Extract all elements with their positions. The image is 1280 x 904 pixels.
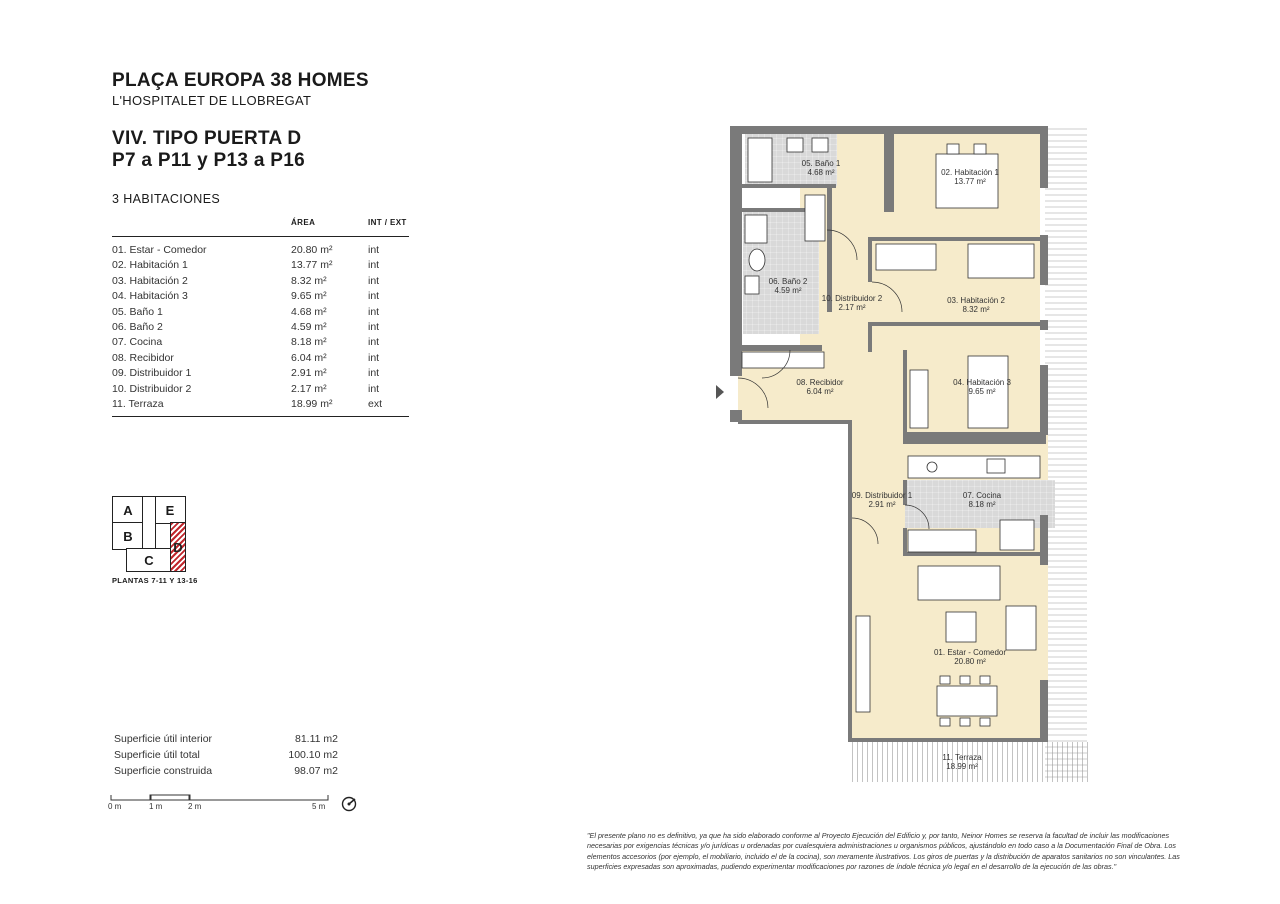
shower-2	[745, 215, 767, 243]
label-hab1: 02. Habitación 1	[941, 168, 999, 177]
surface-label: Superficie construida	[114, 765, 213, 777]
table-row	[112, 352, 409, 367]
room-area: 8.32 m²	[291, 274, 327, 287]
tv-unit	[856, 616, 870, 712]
room-area: 2.91 m²	[291, 367, 327, 380]
room-intext: int	[368, 305, 380, 318]
label-recibidor: 08. Recibidor	[796, 378, 844, 387]
label-hab2: 03. Habitación 2	[947, 296, 1005, 305]
room-intext: ext	[368, 397, 383, 410]
rooms-count: 3 HABITACIONES	[112, 192, 221, 206]
surface-row	[114, 765, 344, 781]
label-bano2: 06. Baño 2	[768, 277, 808, 286]
bed-2	[968, 244, 1034, 278]
unit-type-title: VIV. TIPO PUERTA D	[112, 128, 302, 149]
room-area: 8.18 m²	[291, 336, 327, 349]
key-cell-c: C	[126, 548, 172, 572]
entrance-arrow-icon	[716, 385, 724, 399]
surface-label: Superficie útil interior	[114, 733, 213, 745]
area-bano2: 4.59 m²	[774, 286, 802, 295]
scale-tick-5: 5 m	[312, 802, 326, 811]
room-area: 9.65 m²	[291, 290, 327, 303]
column-header-area: ÁREA	[291, 218, 316, 227]
room-name: 09. Distribuidor 1	[112, 367, 192, 380]
label-dist1: 09. Distribuidor 1	[851, 491, 913, 500]
floors-title: P7 a P11 y P13 a P16	[112, 150, 305, 171]
key-cell-a: A	[112, 496, 144, 524]
pillow-1a	[947, 144, 959, 154]
chair	[980, 718, 990, 726]
rooms-table	[112, 236, 409, 417]
hob-icon	[927, 462, 937, 472]
coffee-table	[946, 612, 976, 642]
area-dist2: 2.17 m²	[838, 303, 866, 312]
chair	[980, 676, 990, 684]
sink-1b	[812, 138, 828, 152]
room-area: 13.77 m²	[291, 259, 333, 272]
table-row	[112, 290, 409, 305]
table-row	[112, 259, 409, 274]
room-area: 6.04 m²	[291, 351, 327, 364]
room-intext: int	[368, 274, 380, 287]
label-terraza: 11. Terraza	[942, 753, 982, 762]
label-cocina: 07. Cocina	[962, 491, 1002, 500]
shower-1	[748, 138, 772, 182]
room-name: 02. Habitación 1	[112, 259, 188, 272]
pillow-1b	[974, 144, 986, 154]
table-row	[112, 398, 409, 413]
room-area: 20.80 m²	[291, 244, 333, 256]
room-name: 05. Baño 1	[112, 305, 163, 318]
area-recibidor: 6.04 m²	[806, 387, 834, 396]
column-header-intext: INT / EXT	[368, 218, 407, 227]
wardrobe-hab2	[876, 244, 936, 270]
room-area: 4.59 m²	[291, 320, 327, 333]
table-row	[112, 383, 409, 398]
room-area: 18.99 m²	[291, 397, 333, 410]
room-intext: int	[368, 367, 380, 380]
room-intext: int	[368, 336, 380, 349]
surface-row	[114, 749, 344, 765]
table-row	[112, 306, 409, 321]
surface-value: 98.07 m2	[294, 765, 338, 777]
key-cell-b: B	[112, 522, 144, 550]
area-bano1: 4.68 m²	[807, 168, 835, 177]
room-intext: int	[368, 320, 380, 333]
surface-row	[114, 733, 344, 749]
north-arrow-icon	[341, 796, 359, 814]
table-row	[112, 244, 409, 259]
scale-bar	[110, 793, 370, 817]
area-dist1: 2.91 m²	[868, 500, 896, 509]
city-subtitle: L'HOSPITALET DE LLOBREGAT	[112, 93, 312, 108]
room-area: 4.68 m²	[291, 305, 327, 318]
area-hab2: 8.32 m²	[962, 305, 990, 314]
surface-value: 81.11 m2	[295, 733, 338, 745]
chair	[960, 676, 970, 684]
project-title: PLAÇA EUROPA 38 HOMES	[112, 70, 369, 91]
area-hab3: 9.65 m²	[968, 387, 996, 396]
legal-disclaimer: "El presente plano no es definitivo, ya que ha sido elaborado conforme al Proyecto Ejecución del Edificio y, por tanto, Neinor Homes se reserva la facultad de incluir las modificaciones necesarias por exigencias técnicas y/o jurídicas u ordenadas por cualesquiera administraciones u organismos públicos, ajustándolo en todo caso a la Documentación Final de Obra. Los elementos accesorios (por ejemplo, el mobiliario, incluido el de la cocina), son meramente ilustrativos. Los giros de puertas y la distribución de aparatos sanitarios no son vinculantes. Las superficies expresadas son aproximadas, pudiendo experimentar modificaciones por razones de índole técnica y/o legal en el desarrollo de la ejecución de las obras."	[587, 831, 1180, 872]
label-estar: 01. Estar - Comedor	[933, 648, 1007, 657]
surface-value: 100.10 m2	[288, 749, 338, 761]
room-area: 2.17 m²	[291, 382, 327, 395]
sink-1a	[787, 138, 803, 152]
area-estar: 20.80 m²	[954, 657, 986, 666]
scale-tick-0: 0 m	[108, 802, 122, 811]
area-hab1: 13.77 m²	[954, 177, 986, 186]
surface-label: Superficie útil total	[114, 749, 200, 761]
room-intext: int	[368, 244, 380, 256]
terrace-deck-side	[1045, 128, 1087, 780]
key-cell-core	[142, 496, 156, 550]
wardrobe-dist	[805, 195, 825, 241]
key-cell-d-highlighted: D	[170, 522, 186, 572]
table-row	[112, 336, 409, 351]
surfaces-summary	[114, 733, 344, 781]
room-name: 03. Habitación 2	[112, 274, 188, 287]
kitchen-sink	[987, 459, 1005, 473]
key-cell-e: E	[154, 496, 186, 524]
table-row	[112, 321, 409, 336]
scale-tick-1: 1 m	[149, 802, 163, 811]
area-terraza: 18.99 m²	[946, 762, 978, 771]
room-name: 06. Baño 2	[112, 320, 163, 333]
chair	[960, 718, 970, 726]
room-intext: int	[368, 259, 380, 272]
room-intext: int	[368, 351, 380, 364]
chair	[940, 676, 950, 684]
key-plan	[112, 496, 188, 570]
chair	[940, 718, 950, 726]
room-name: 10. Distribuidor 2	[112, 382, 192, 395]
table-row	[112, 275, 409, 290]
room-intext: int	[368, 290, 380, 303]
room-name: 01. Estar - Comedor	[112, 244, 207, 256]
coat-closet	[742, 352, 824, 368]
area-cocina: 8.18 m²	[968, 500, 996, 509]
dining-table	[937, 686, 997, 716]
kitchen-counter-2	[908, 530, 976, 552]
room-name: 04. Habitación 3	[112, 290, 188, 303]
table-row	[112, 367, 409, 382]
room-name: 07. Cocina	[112, 336, 163, 349]
key-plan-label: PLANTAS 7-11 Y 13-16	[112, 576, 198, 585]
sink-2	[745, 276, 759, 294]
floor-plan	[710, 120, 1090, 790]
sofa	[918, 566, 1000, 600]
label-hab3: 04. Habitación 3	[953, 378, 1011, 387]
label-bano1: 05. Baño 1	[801, 159, 841, 168]
kitchen-table	[1000, 520, 1034, 550]
wardrobe-hab3	[910, 370, 928, 428]
room-name: 11. Terraza	[112, 397, 164, 410]
floor-plan-drawing	[710, 120, 1090, 790]
toilet-2	[749, 249, 765, 271]
room-name: 08. Recibidor	[112, 351, 174, 364]
label-dist2: 10. Distribuidor 2	[821, 294, 883, 303]
room-intext: int	[368, 382, 380, 395]
scale-tick-2: 2 m	[188, 802, 202, 811]
armchair	[1006, 606, 1036, 650]
